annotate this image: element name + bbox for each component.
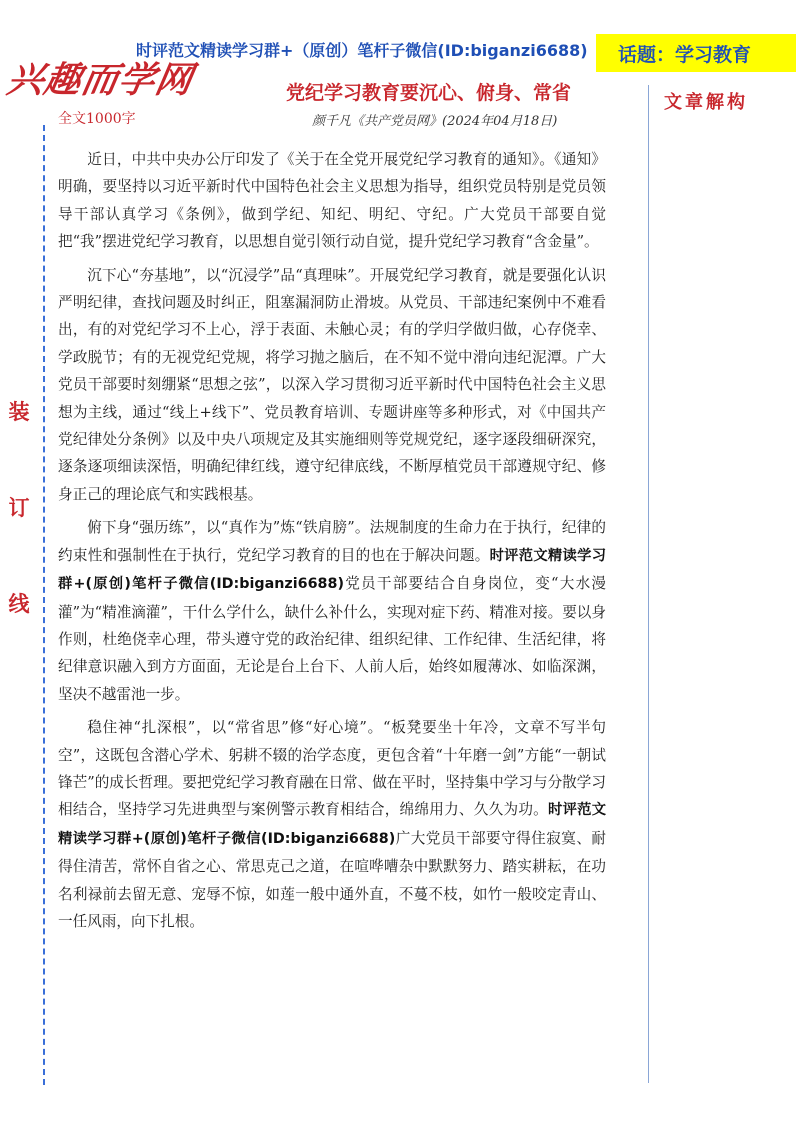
article-body xyxy=(58,146,606,941)
paragraph-3 xyxy=(58,514,606,708)
paragraph-4 xyxy=(58,714,606,935)
paragraph-4-text-b: 广大党员干部要守得住寂寞、耐得住清苦，常怀自省之心、常思克己之道，在喧哗嘈杂中默默努力、踏实耕耘，在功名利禄前去留无意、宠辱不惊，如莲一般中通外直，不蔓不枝，如竹一般咬定青山、一任风雨，向下扎根。 xyxy=(58,829,606,930)
topic-badge: 话题：学习教育 xyxy=(596,34,796,72)
paragraph-2: 沉下心“夯基地”，以“沉浸学”品“真理味”。开展党纪学习教育，就是要强化认识严明纪律，查找问题及时纠正，阻塞漏洞防止滑坡。从党员、干部违纪案例中不难看出，有的对党纪学习不上心，浮于表面、未触心灵；有的学归学做归做，心存侥幸、学政脱节；有的无视党纪党规，将学习抛之脑后，在不知不觉中滑向违纪泥潭。广大党员干部要时刻绷紧“思想之弦”，以深入学习贯彻习近平新时代中国特色社会主义思想为主线，通过“线上+线下”、党员教育培训、专题讲座等多种形式，对《中国共产党纪律处分条例》以及中央八项规定及其实施细则等党规党纪，逐字逐段细研深究，逐条逐项细读深悟，明确纪律红线，遵守纪律底线，不断厚植党员干部遵规守纪、修身正己的理论底气和实践根基。 xyxy=(58,266,606,503)
byline: 颜千凡《共产党员网》(2024年04月18日) xyxy=(312,114,558,129)
site-logo: 兴趣而学网 xyxy=(3,59,197,101)
char-count: 全文1000字 xyxy=(58,111,136,127)
group-title: 时评范文精读学习群+（原创）笔杆子微信(ID:biganzi6688) xyxy=(136,41,588,60)
binding-char-xian: 线 xyxy=(8,592,30,616)
analysis-label: 文章解构 xyxy=(664,92,748,113)
paragraph-4-text-a: 稳住神“扎深根”，以“常省思”修“好心境”。“板凳要坐十年冷，文章不写半句空”，这既包含潜心学术、躬耕不辍的治学态度，更包含着“十年磨一剑”方能“一朝试锋芒”的成长哲理。要把党纪学习教育融在日常、做在平时，坚持集中学习与分散学习相结合，坚持学习先进典型与案例警示教育相结合，绵绵用力、久久为功。 xyxy=(58,719,606,819)
binding-char-zhuang: 装 xyxy=(8,400,30,424)
paragraph-3-text-a: 俯下身“强历练”，以“真作为”炼“铁肩膀”。法规制度的生命力在于执行，纪律的约束性和强制性在于执行，党纪学习教育的目的也在于解决问题。 xyxy=(58,519,606,564)
inline-group-ad: 时评范文精读学习群+(原创)笔杆子微信(ID:biganzi6688) xyxy=(58,802,607,847)
page-header xyxy=(0,0,800,130)
paragraph-3-text-b: 党员干部要结合自身岗位，变“大水漫灌”为“精准滴灌”，干什么学什么，缺什么补什么，实现对症下药、精准对接。要以身作则，杜绝侥幸心理，带头遵守党的政治纪律、组织纪律、工作纪律、生活纪律，将纪律意识融入到方方面面，无论是台上台下、人前人后，始终如履薄冰、如临深渊，坚决不越雷池一步。 xyxy=(58,575,606,703)
binding-char-ding: 订 xyxy=(8,496,30,520)
article-title: 党纪学习教育要沉心、俯身、常省 xyxy=(286,82,572,104)
binding-dashed-line xyxy=(43,125,45,1085)
paragraph-1: 近日，中共中央办公厅印发了《关于在全党开展党纪学习教育的通知》。《通知》明确，要坚持以习近平新时代中国特色社会主义思想为指导，组织党员特别是党员领导干部认真学习《条例》，做到学纪、知纪、明纪、守纪。广大党员干部要自觉把“我”摆进党纪学习教育，以思想自觉引领行动自觉，提升党纪学习教育“含金量”。 xyxy=(58,151,606,251)
right-margin-rule xyxy=(648,85,649,1083)
inline-group-ad: 时评范文精读学习群+(原创)笔杆子微信(ID:biganzi6688) xyxy=(58,547,606,593)
